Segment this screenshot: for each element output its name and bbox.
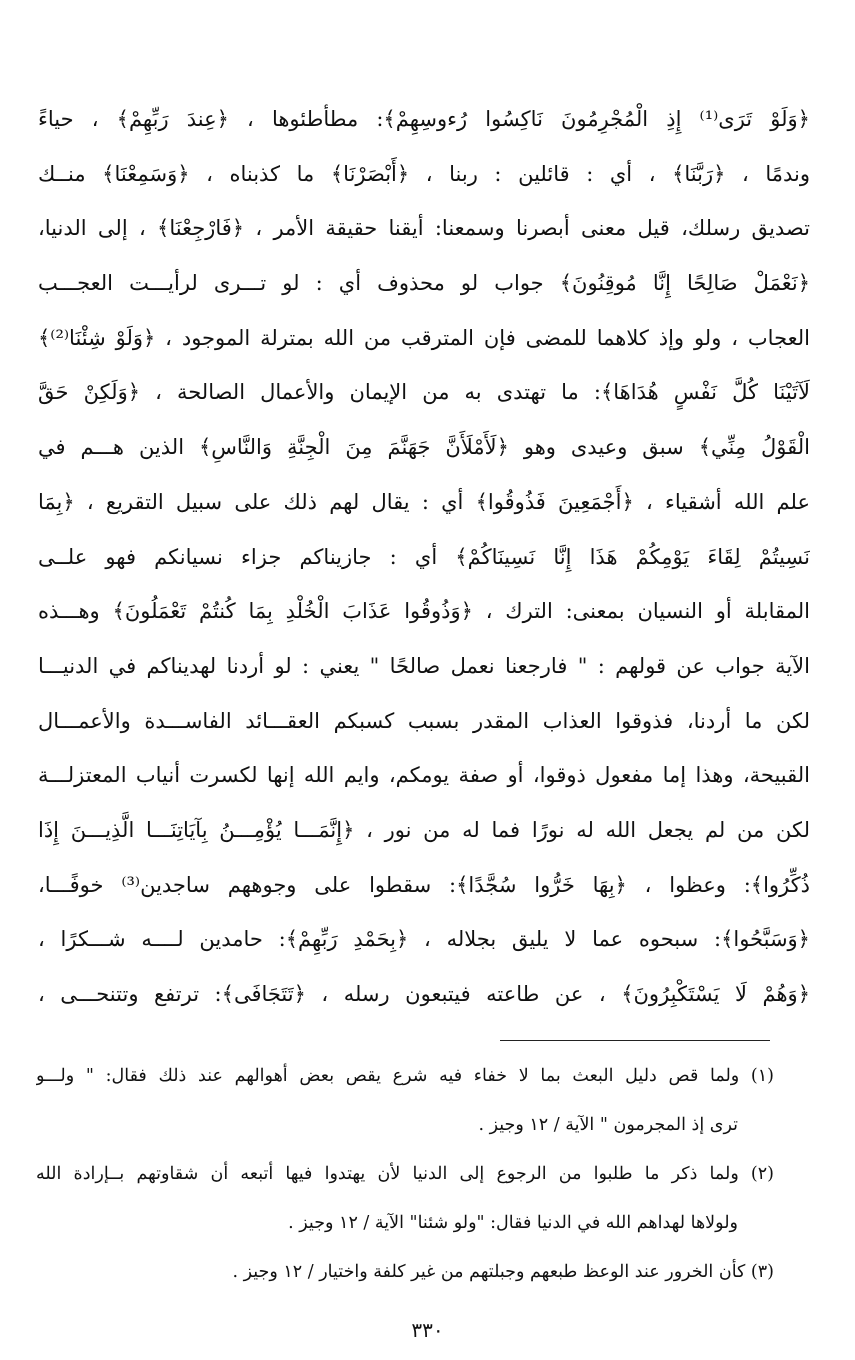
text-line-17: ﴿وَهُمْ لَا يَسْتَكْبِرُونَ﴾ ، عن طاعته فيتبعون رسله ، ﴿تَتَجَافَى﴾: ترتفع وتتنحـــى ، [38,982,810,1006]
text-line-3: تصديق رسلك، قيل معنى أبصرنا وسمعنا: أيقنا حقيقة الأمر ، ﴿فَارْجِعْنَا﴾ ، إلى الدنيا، [38,216,810,241]
text-line-4: ﴿نَعْمَلْ صَالِحًا إِنَّا مُوقِنُونَ﴾ جواب لو محذوف أي : لو تـــرى لرأيـــت العجـــب [38,271,810,296]
text-line-2: وندمًا ، ﴿رَبَّنَا﴾ ، أي : قائلين : ربنا ، ﴿أَبْصَرْنَا﴾ ما كذبناه ، ﴿وَسَمِعْنَا﴾ منــك [38,161,810,186]
footnote-2-line-2: ولولاها لهداهم الله في الدنيا فقال: "ولو شئنا" الآية / ١٢ وجيز . [288,1213,738,1233]
text-line-16: ﴿وَسَبَّحُوا﴾: سبحوه عما لا يليق بجلاله ، ﴿بِحَمْدِ رَبِّهِمْ﴾: حامدين لــــه شـــكرًا ، [38,927,810,952]
footnote-3-line-1: (٣) كأن الخرور عند الوعظ طبعهم وجبلتهم من غير كلفة واختيار / ١٢ وجيز . [232,1262,774,1282]
text-line-1: ﴿وَلَوْ تَرَى⁽¹⁾ إِذِ الْمُجْرِمُونَ نَاكِسُوا رُءوسِهِمْ﴾: مطأطئوها ، ﴿عِندَ رَبِّهِمْ﴾ ، حياءً [38,107,810,131]
text-line-5: العجاب ، ولو وإذ كلاهما للمضى فإن المترقب من الله بمترلة الموجود ، ﴿وَلَوْ شِئْنَا⁽²⁾﴾ [38,325,810,350]
text-line-7: الْقَوْلُ مِنِّي﴾ سبق وعيدى وهو ﴿لَأَمْلَأَنَّ جَهَنَّمَ مِنَ الْجِنَّةِ وَالنَّاسِ﴾ الذين هـــم في [38,435,810,460]
text-line-8: علم الله أشقياء ، ﴿أَجْمَعِينَ فَذُوقُوا﴾ أي : يقال لهم ذلك على سبيل التقريع ، ﴿بِمَا [38,489,810,514]
footnote-1-line-2: ترى إذ المجرمون " الآية / ١٢ وجيز . [478,1115,738,1135]
footnote-separator [500,1040,770,1041]
main-text-block [38,92,810,1022]
footnote-2-line-1: (٢) ولما ذكر ما طلبوا من الرجوع إلى الدنيا لأن يهتدوا فيها أتبعه أن شقاوتهم بــإرادة الله [36,1164,774,1184]
text-line-15: ذُكِّرُوا﴾: وعظوا ، ﴿بِهَا خَرُّوا سُجَّدًا﴾: سقطوا على وجوههم ساجدين⁽³⁾ خوفًـــا، [38,872,810,897]
text-line-9: نَسِيتُمْ لِقَاءَ يَوْمِكُمْ هَذَا إِنَّا نَسِينَاكُمْ﴾ أي : جازيناكم جزاء نسيانكم فهو علــى [38,544,810,569]
page-number: ٣٣٠ [411,1318,444,1342]
text-line-6: لَآتَيْنَا كُلَّ نَفْسٍ هُدَاهَا﴾: ما تهتدى به من الإيمان والأعمال الصالحة ، ﴿وَلَكِنْ حَقَّ [38,380,810,405]
text-line-11: الآية جواب عن قولهم : " فارجعنا نعمل صالحًا " يعني : لو أردنا لهديناكم في الدنيـــا [38,653,810,678]
footnote-1-line-1: (١) ولما قص دليل البعث بما لا خفاء فيه شرع يقص بعض أهوالهم عند ذلك فقال: " ولـــو [36,1066,774,1086]
footnotes-block [36,1052,774,1297]
text-line-13: القبيحة، وهذا إما مفعول ذوقوا، أو صفة يومكم، وايم الله إنها لكسرت أنياب المعتزلـــة [38,763,810,788]
text-line-12: لكن ما أردنا، فذوقوا العذاب المقدر بسبب كسبكم العقـــائد الفاســـدة والأعمـــال [38,708,810,733]
text-line-10: المقابلة أو النسيان بمعنى: الترك ، ﴿وَذُوقُوا عَذَابَ الْخُلْدِ بِمَا كُنتُمْ تَعْمَلُونَ﴾ وهـــذه [38,599,810,624]
text-line-14: لكن من لم يجعل الله له نورًا فما له من نور ، ﴿إِنَّمَـــا يُؤْمِـــنُ بِآيَاتِنَـــا الَّذِيـــنَ إِذَا [38,817,810,842]
